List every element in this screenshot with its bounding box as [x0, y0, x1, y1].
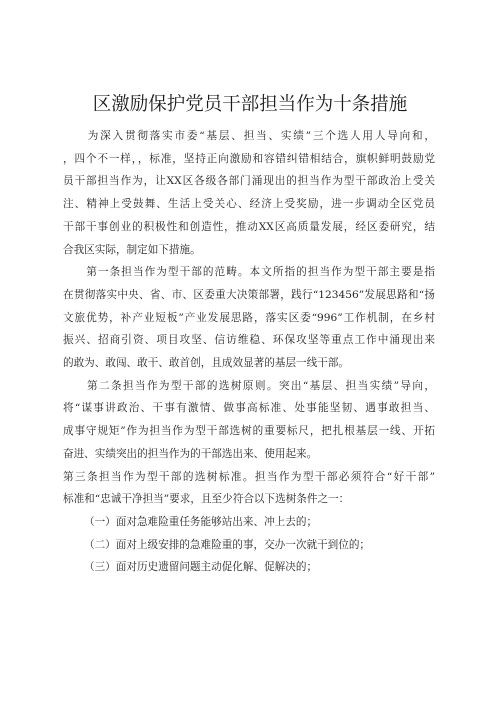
- body-line: 成事守规矩”作为担当作为型干部选树的重要标尺，把扎根基层一线、开拓: [63, 425, 435, 438]
- body-line: 为深入贯彻落实市委“基层、担当、实绩”三个选人用人导向和，: [63, 130, 435, 142]
- body-line: 合我区实际，制定如下措施。: [63, 243, 201, 256]
- body-line: 的敢为、敢闯、敢干、敢首创，且成效显著的基层一线干部。: [63, 357, 350, 370]
- body-line: 文旅优势，补产业短板”产业发展思路，落实区委“996”工作机制，在乡村: [63, 311, 435, 324]
- body-line: 员干部担当作为，让XX区各级各部门涌现出的担当作为型干部政治上受关: [63, 175, 435, 188]
- body-line: 第二条担当作为型干部的选树原则。突出“基层、担当实绩”导向，: [63, 379, 435, 392]
- body-line: 奋进、实绩突出的担当作为的干部选出来、使用起来。: [63, 447, 318, 460]
- body-line: 注、精神上受鼓舞、生活上受关心、经济上受奖励，进一步调动全区党员: [63, 198, 435, 211]
- list-item: （一）面对急难险重任务能够站出来、冲上去的；: [84, 515, 318, 528]
- body-line: 第一条担当作为型干部的范畴。本文所指的担当作为型干部主要是指: [63, 266, 435, 279]
- body-line: 在贯彻落实中央、省、市、区委重大决策部署，践行“123456”发展思路和“扬: [63, 288, 435, 301]
- body-line: 标准和“忠诚干净担当”要求，且至少符合以下选树条件之一：: [63, 493, 350, 506]
- body-line: ，四个不一样，，标准，坚持正向激励和容错纠错相结合，旗帜鲜明鼓励党: [63, 152, 435, 165]
- document-body: [63, 125, 435, 579]
- body-line: 第三条担当作为型干部的选树标准。担当作为型干部必须符合“好干部”: [63, 470, 435, 483]
- list-item: （二）面对上级安排的急难险重的事，交办一次就干到位的；: [84, 538, 371, 551]
- document-title: 区激励保护党员干部担当作为十条措施: [92, 94, 408, 115]
- body-line: 干部干事创业的积极性和创造性，推动XX区高质量发展，经区委研究，结: [63, 220, 435, 233]
- body-line: 将“谋事讲政治、干事有激情、做事高标准、处事能坚韧、遇事敢担当、: [63, 402, 435, 415]
- body-line: 振兴、招商引资、项目攻坚、信访维稳、环保攻坚等重点工作中涌现出来: [63, 334, 435, 347]
- list-item: （三）面对历史遗留问题主动促化解、促解决的；: [84, 561, 318, 574]
